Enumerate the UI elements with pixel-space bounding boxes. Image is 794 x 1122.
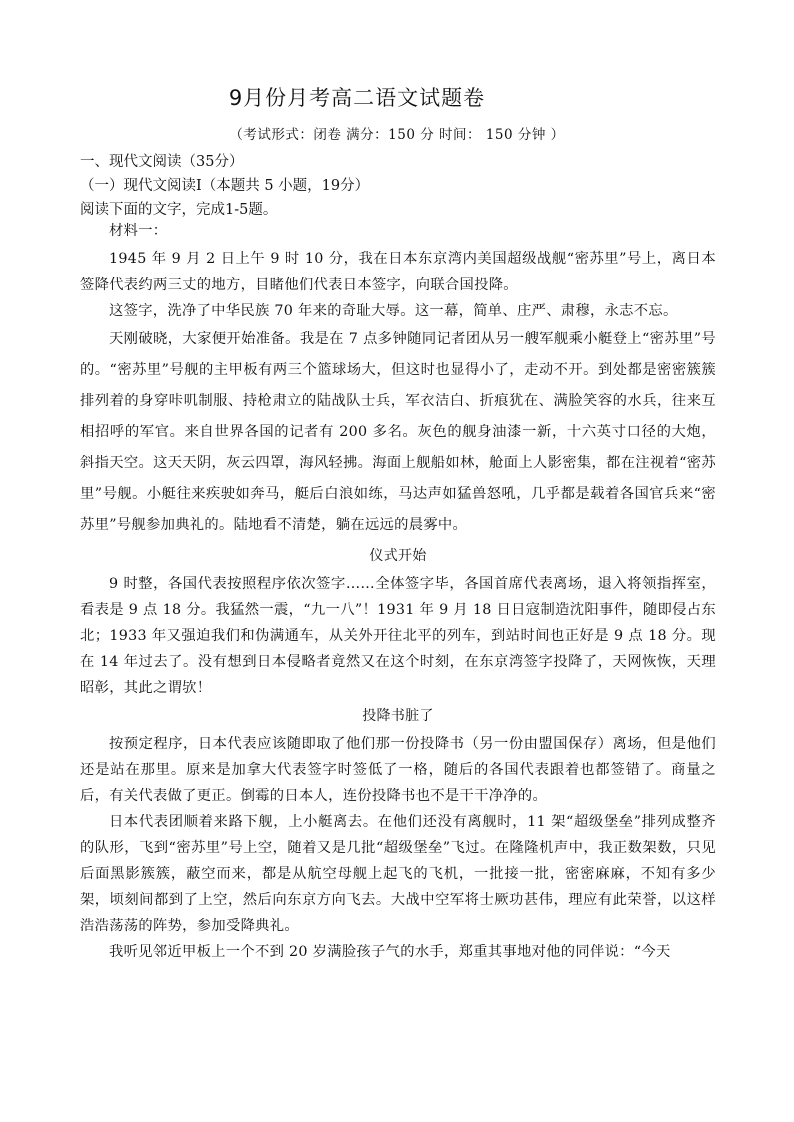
paragraph: 这签字，洗净了中华民族 70 年来的奇耻大辱。这一幕，简单、庄严、肃穆，永志不忘。: [109, 303, 678, 319]
page-title: 9月份月考高二语文试题卷: [228, 86, 486, 110]
article-body: [80, 218, 716, 965]
paragraph: 天刚破晓，大家便开始准备。我是在 7 点多钟随同记者团从另一艘军舰乘小艇登上“密苏里”号的。“密苏里”号舰的主甲板有两三个篮球场大，但这时也显得小了，走动不开。到处都是密密簇簇排列着的身穿咔叽制服、持枪肃立的陆战队士兵，军衣洁白、折痕犹在、满脸笑容的水兵，往来互相招呼的军官。来自世界各国的记者有 200 多名。灰色的舰身油漆一新，十六英寸口径的大炮，斜指天空。这天天阴，灰云四罩，海风轻拂。海面上舰船如林，舱面上人影密集，都在注视着“密苏里”号舰。小艇往来疾驶如奔马，艇后白浪如练，马达声如猛兽怒吼，几乎都是载着各国官兵来“密苏里”号舰参加典礼的。陆地看不清楚，躺在远远的晨雾中。: [80, 331, 716, 533]
paragraph: 我听见邻近甲板上一个不到 20 岁满脸孩子气的水手，郑重其事地对他的同伴说：“今天: [109, 944, 671, 960]
subheading: 仪式开始: [369, 548, 427, 564]
subsection-heading: （一）现代文阅读Ⅰ（本题共 5 小题，19分）: [80, 178, 370, 194]
paragraph: 日本代表团顺着来路下舰，上小艇离去。在他们还没有离舰时，11 架“超级堡垒”排列成整齐的队形，飞到“密苏里”号上空，随着又是几批“超级堡垒”飞过。在隆隆机声中，我正数架数，只见后面黑影簇簇，蔽空而来，都是从航空母舰上起飞的飞机，一批接一批，密密麻麻，不知有多少架，顷刻间都到了上空，然后向东京方向飞去。大战中空军将士厥功甚伟，理应有此荣誉，以这样浩浩荡荡的阵势，参加受降典礼。: [80, 814, 716, 934]
material-label: 材料一：: [109, 223, 168, 239]
subheading: 投降书脏了: [362, 708, 434, 724]
paragraph: 9 时整，各国代表按照程序依次签字……全体签字毕，各国首席代表离场，退入将领指挥室，看表是 9 点 18 分。我猛然一震，“九一八”！1931 年 9 月 18 日日寇制造沈阳事件，随即侵占东北；1933 年又强迫我们和伪满通车，从关外开往北平的列车，到站时间也正好是 9 点 18 分。现在 14 年过去了。没有想到日本侵略者竟然又在这个时刻，在东京湾签字投降了，天网恢恢，天理昭彰，其此之谓欤！: [80, 576, 716, 696]
exam-info: （考试形式：闭卷 满分：150 分 时间： 150 分钟 ）: [229, 127, 565, 143]
instruction-text: 阅读下面的文字，完成1-5题。: [80, 202, 278, 218]
paragraph: 1945 年 9 月 2 日上午 9 时 10 分，我在日本东京湾内美国超级战舰“密苏里”号上，离日本签降代表约两三丈的地方，目睹他们代表日本签字，向联合国投降。: [80, 251, 716, 293]
section-heading: 一、现代文阅读（35分）: [80, 154, 244, 170]
paragraph: 按预定程序，日本代表应该随即取了他们那一份投降书（另一份由盟国保存）离场，但是他们还是站在那里。原来是加拿大代表签字时签低了一格，随后的各国代表跟着也都签错了。商量之后，有关代表做了更正。倒霉的日本人，连份投降书也不是干干净净的。: [80, 736, 716, 804]
